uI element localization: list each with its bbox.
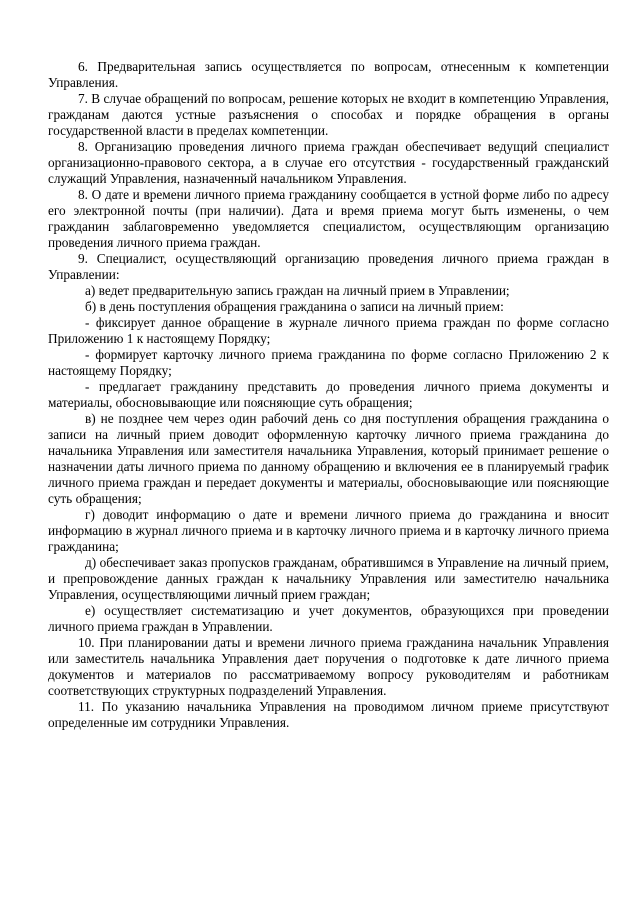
paragraph-9-item-e: е) осуществляет систематизацию и учет документов, образующихся при проведении личного приема граждан в Управлении. <box>48 603 609 634</box>
paragraph-9-item-b: б) в день поступления обращения гражданина о записи на личный прием: <box>85 299 504 314</box>
paragraph-11: 11. По указанию начальника Управления на проводимом личном приеме присутствуют определенные им сотрудники Управления. <box>48 699 609 730</box>
paragraph-9-item-v: в) не позднее чем через один рабочий день со дня поступления обращения гражданина о записи на личный прием доводит оформленную карточку личного приема гражданина до начальника Управления или заместителя начальника Управления, который принимает решение о назначении даты личного приема по данному обращению и включения ее в планируемый график личного приема граждан и передает документы и материалы, обосновывающие или поясняющие суть обращения; <box>48 411 609 506</box>
paragraph-6: 6. Предварительная запись осуществляется по вопросам, отнесенным к компетенции Управления. <box>48 59 609 90</box>
document-body <box>48 59 609 731</box>
paragraph-10: 10. При планировании даты и времени личного приема гражданина начальник Управления или заместитель начальника Управления дает поручения о подготовке к дате личного приема документов и материалов по рассматриваемому вопросу руководителям и работникам соответствующих структурных подразделений Управления. <box>48 635 609 698</box>
paragraph-9: 9. Специалист, осуществляющий организацию проведения личного приема граждан в Управлении: <box>48 251 609 282</box>
paragraph-9-item-a: а) ведет предварительную запись граждан на личный прием в Управлении; <box>85 283 510 298</box>
paragraph-9-item-d: д) обеспечивает заказ пропусков гражданам, обратившимся в Управление на личный прием, и препровождение данных граждан к начальнику Управления или заместителю начальника Управления, осуществляющими личный прием граждан; <box>48 555 609 602</box>
paragraph-8: 8. Организацию проведения личного приема граждан обеспечивает ведущий специалист организационно-правового сектора, а в случае его отсутствия - государственный гражданский служащий Управления, назначенный начальником Управления. <box>48 139 609 186</box>
paragraph-7: 7. В случае обращений по вопросам, решение которых не входит в компетенцию Управления, гражданам даются устные разъяснения о способах и порядке обращения в органы государственной власти в пределах компетенции. <box>48 91 610 138</box>
paragraph-9-item-b-dash-3: - предлагает гражданину представить до проведения личного приема документы и материалы, обосновывающие или поясняющие суть обращения; <box>48 379 609 410</box>
paragraph-9-item-g: г) доводит информацию о дате и времени личного приема до гражданина и вносит информацию в журнал личного приема и в карточку личного приема и в карточку личного приема гражданина; <box>48 507 609 554</box>
paragraph-8-second: 8. О дате и времени личного приема гражданину сообщается в устной форме либо по адресу его электронной почты (при наличии). Дата и время приема могут быть изменены, о чем гражданин заблаговременно уведомляется специалистом, осуществляющим организацию проведения личного приема граждан. <box>48 187 609 250</box>
paragraph-9-item-b-dash-1: - фиксирует данное обращение в журнале личного приема граждан по форме согласно Приложению 1 к настоящему Порядку; <box>48 315 609 346</box>
paragraph-9-item-b-dash-2: - формирует карточку личного приема гражданина по форме согласно Приложению 2 к настоящему Порядку; <box>48 347 609 378</box>
